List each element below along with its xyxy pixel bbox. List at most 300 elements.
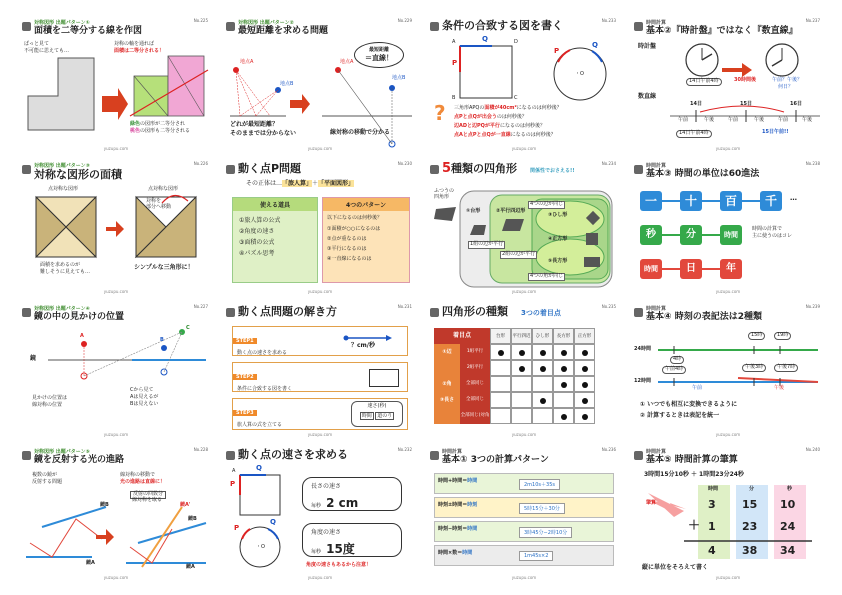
pattern-rhs: 時間 <box>462 550 473 556</box>
note-pink-rest: の図形も二等分される <box>140 128 191 134</box>
center-o: ・O <box>575 71 584 77</box>
slide-number: No.239 <box>805 304 820 309</box>
pattern-4: ④一直線になるのは <box>327 256 372 262</box>
elapsed-30h: 30時間後 <box>734 77 756 83</box>
slide-card-232[interactable] <box>226 447 414 581</box>
speed-figure <box>226 447 414 581</box>
note-a1: 複数の鏡が <box>32 472 58 478</box>
line-12h: 12時間 <box>634 378 651 384</box>
table-cell <box>574 376 595 392</box>
cat-square: ④正方形 <box>548 236 568 242</box>
slide-title: 基本⑤ 時間計算の筆算 <box>646 455 738 465</box>
line-24h: 24時間 <box>634 346 651 352</box>
pattern-lhs: 時間×数＝ <box>438 550 463 556</box>
table-row-label: 全部同じ <box>460 392 490 408</box>
check-dot-icon <box>540 350 546 356</box>
note-2: 主に使うのはコレ <box>752 233 793 239</box>
center-o: ・O <box>256 544 265 550</box>
table-cell <box>511 408 532 424</box>
step2-text: 条件に合致する図を書く <box>237 386 293 392</box>
note-green: 緑色 <box>130 121 141 127</box>
note-1: 時間の計算で <box>752 226 783 232</box>
formula-right: 道のり <box>377 413 393 419</box>
pattern-row <box>434 473 614 494</box>
table-header-cell: 着目点 <box>434 328 490 344</box>
table-row-label: 2組平行 <box>460 360 490 376</box>
slide-title: 四角形の種類 <box>442 305 508 318</box>
slide-subtitle: 時間計算 <box>646 449 667 455</box>
table-cell <box>532 376 553 392</box>
pattern-row <box>434 545 614 566</box>
mirror-figure <box>22 304 210 438</box>
calc-patterns <box>434 473 614 569</box>
check-dot-icon <box>561 414 567 420</box>
slide-number: No.229 <box>397 18 412 23</box>
slide-title: 基本③ 時間の単位は60進法 <box>646 169 760 179</box>
angle-value: 15度 <box>326 542 355 556</box>
cond-4sides: 4つの辺が同じ <box>530 201 564 207</box>
keyword-2: 「平面図形」 <box>318 180 355 187</box>
check-dot-icon <box>582 350 588 356</box>
pattern-rhs: 時間 <box>467 526 478 532</box>
unit-hundred: 百 <box>720 191 742 211</box>
label-19: 19時 <box>774 332 791 340</box>
cond-1a: 三角形APQの <box>454 105 485 111</box>
table-group-cell: ②角 <box>434 376 460 392</box>
table-cell <box>574 360 595 376</box>
slide-title: 面積を二等分する線を作図 <box>34 26 143 36</box>
step2-label: STEP2 <box>233 374 257 380</box>
label-am: 午前 <box>692 385 703 391</box>
footer-credit: yuzupu.com <box>715 432 741 437</box>
note-1: 見かけの位置は <box>32 395 68 401</box>
table-cell <box>490 376 511 392</box>
note-2: 線対称の位置 <box>32 402 63 408</box>
vertex-a: A <box>232 468 236 474</box>
question-1: どれが最短距離？ <box>230 121 279 128</box>
slide-subtitle: 対称図形 出題パターン① <box>34 20 90 26</box>
mirror-a: 鏡A <box>86 560 95 566</box>
slide-icon <box>430 451 439 460</box>
rule-1: ① いつでも相互に変換できるように <box>640 401 738 408</box>
note-c2: 線対称を取る <box>132 497 163 503</box>
question-day: 何日？ <box>778 84 794 90</box>
numberline-label: 数直線 <box>638 93 657 100</box>
footer-credit: yuzupu.com <box>511 575 537 580</box>
move-note-2: 部分へ移動 <box>146 204 172 210</box>
tools-title: 使える道具 <box>233 198 317 211</box>
pattern-2: ②点が重なるのは <box>327 236 367 242</box>
right-caption-2: 面積は二等分される！ <box>114 48 165 54</box>
check-dot-icon <box>540 366 546 372</box>
pattern-example: 5時15分＋30分 <box>519 503 565 514</box>
cond-1pair: 1組の辺が平行 <box>470 241 504 247</box>
unit-minute: 分 <box>680 225 702 245</box>
table-group-cell <box>434 408 460 424</box>
point-c: C <box>186 325 190 331</box>
slide-title: 動く点の速さを求める <box>238 448 348 461</box>
length-speed-bubble <box>302 477 402 511</box>
check-dot-icon <box>582 366 588 372</box>
point-q-circle: Q <box>592 41 598 49</box>
left-caption-2: 不可能に思えても… <box>24 48 70 54</box>
r1-second: 10 <box>780 498 796 511</box>
table-col-header: 長方形 <box>553 328 574 344</box>
label-pm3: 午後3時 <box>742 364 766 372</box>
pm-2: 午後 <box>754 117 765 123</box>
unit-arrows <box>634 161 822 295</box>
point-p: P <box>452 59 458 67</box>
footer-credit: yuzupu.com <box>715 146 741 151</box>
slide-number: No.225 <box>193 18 208 23</box>
slide-card-225[interactable] <box>22 18 210 152</box>
clock-label: 時計盤 <box>638 43 657 50</box>
angle-speed-label: 角度の速さ <box>311 529 342 536</box>
unit-hour-2: 時間 <box>640 259 662 279</box>
col-second: 秒 <box>787 486 793 492</box>
table-cell <box>574 344 595 360</box>
pattern-row <box>434 497 614 518</box>
table-col-header: 台形 <box>490 328 511 344</box>
check-dot-icon <box>582 414 588 420</box>
point-a: A <box>80 333 84 339</box>
label-am4: 午前4時 <box>662 366 686 374</box>
label-4: 4時 <box>670 356 684 364</box>
footer-credit: yuzupu.com <box>103 432 129 437</box>
point-b: B <box>160 337 164 343</box>
table-cell <box>574 408 595 424</box>
slide-number: No.231 <box>397 304 412 309</box>
cond-2a: 点Pと点Qが出会う <box>454 114 497 120</box>
unit-thousand: 千 <box>760 191 782 211</box>
slide-subtitle: 3つの着目点 <box>521 309 561 317</box>
tool-4: ④パズル思考 <box>239 250 275 257</box>
table-row-label: 全部同じ(対角線) <box>460 408 490 424</box>
note-a2: 反射する問題 <box>32 479 63 485</box>
pattern-lhs: 時刻±時間＝ <box>438 502 468 508</box>
note-5: Bは見えない <box>130 401 159 407</box>
table-cell <box>553 344 574 360</box>
table-cell <box>490 360 511 376</box>
note-green-rest: の図形が二等分され <box>140 121 186 127</box>
patterns-panel <box>322 197 410 283</box>
pattern-example: 1m45s×2 <box>519 551 553 561</box>
tool-1: ①旅人算の公式 <box>239 217 281 224</box>
answer-note: 線対称の移動で分かる <box>330 129 391 136</box>
slide-card-235[interactable] <box>430 304 618 438</box>
col-minute: 分 <box>749 486 755 492</box>
point-b-label: 地点B <box>280 81 294 87</box>
relation-note: 関係性でおさえる!! <box>530 168 575 174</box>
table-cell <box>532 344 553 360</box>
patterns-heading: 以下になるのは何秒後？ <box>327 215 383 221</box>
table-col-header: 平行四辺 <box>511 328 532 344</box>
point-p-circle: P <box>554 47 560 55</box>
keyword-plus: ＋ <box>312 180 319 187</box>
table-cell <box>553 408 574 424</box>
slide-card-238[interactable] <box>634 161 822 295</box>
vertex-d: D <box>514 39 518 45</box>
hissan-arrow <box>634 447 822 581</box>
slide-card-240[interactable] <box>634 447 822 581</box>
cond-1c: になるのは何秒後？ <box>516 105 562 111</box>
slide-title: 対称な図形の面積 <box>34 168 122 181</box>
footer-credit: yuzupu.com <box>511 289 537 294</box>
pattern-row <box>434 521 614 542</box>
unit-hour: 時間 <box>720 225 742 245</box>
check-dot-icon <box>540 398 546 404</box>
note-3: Cから見て <box>130 387 154 393</box>
step1-label: STEP1 <box>233 338 257 344</box>
slide-number: No.235 <box>601 304 616 309</box>
slide-number: No.238 <box>805 161 820 166</box>
mirror-a-2: 鏡A <box>186 564 195 570</box>
table-cell <box>532 408 553 424</box>
pattern-lhs: 時刻−時刻＝ <box>438 526 468 532</box>
table-cell <box>511 376 532 392</box>
label-15: 15時 <box>748 332 765 340</box>
vertex-a: A <box>452 39 456 45</box>
point-p: P <box>230 480 236 488</box>
note-b1: 線対称の移動で <box>120 472 156 478</box>
result-time: 15日午前!! <box>762 129 789 135</box>
table-cell <box>490 344 511 360</box>
note-3: シンプルな三角形に！ <box>134 264 194 271</box>
slide-title: 基本②『時計盤』ではなく『数直線』 <box>646 26 798 36</box>
length-speed-label: 長さの速さ <box>311 483 342 490</box>
check-dot-icon <box>582 398 588 404</box>
step3-text: 旅人算の式を立てる <box>237 422 283 428</box>
slide-number: No.227 <box>193 304 208 309</box>
figure-label-right: 点対称な図形 <box>148 186 179 192</box>
day-16: 16日 <box>790 101 802 107</box>
footer-credit: yuzupu.com <box>103 289 129 294</box>
formula-left: 時間 <box>361 413 372 419</box>
cond-3a: 辺ADと辺PQが平行 <box>454 123 500 129</box>
check-dot-icon <box>561 366 567 372</box>
slide-subtitle: 対称図形 出題パターン⑤ <box>34 449 90 455</box>
left-caption-1: ぱっと見て <box>24 41 50 47</box>
slide-card-236[interactable] <box>430 447 618 581</box>
slide-icon <box>226 165 235 174</box>
slide-card-227[interactable] <box>22 304 210 438</box>
check-dot-icon <box>498 350 504 356</box>
label-pm7: 午後7時 <box>774 364 798 372</box>
pattern-example: 2m10s＋35s <box>519 479 560 490</box>
title-number: 5 <box>442 161 452 176</box>
table-group-cell <box>434 360 460 376</box>
point-q-circle: Q <box>270 518 276 526</box>
point-a-label-2: 地点A <box>340 59 354 65</box>
mirror-a-prime: 鏡A' <box>180 502 191 508</box>
cond-3b: になるのは何秒後？ <box>499 123 545 129</box>
footer-credit: yuzupu.com <box>511 146 537 151</box>
cat-parallelogram: ②平行四辺形 <box>496 208 526 214</box>
angle-speed-bubble <box>302 523 402 557</box>
slide-subtitle: 時間計算 <box>646 20 667 26</box>
keyword-1: 「旅人算」 <box>282 180 313 187</box>
note-2: 難しそうに見えても… <box>40 269 91 275</box>
point-b-label-2: 地点B <box>392 75 406 81</box>
am-2: 午前 <box>728 117 739 123</box>
r2-hour: 1 <box>708 520 716 533</box>
footer-credit: yuzupu.com <box>307 146 333 151</box>
angle-every: 毎秒 <box>311 549 322 555</box>
bottom-note: 縦に単位をそろえて書く <box>642 564 709 571</box>
bubble-line-2: ＝直線！ <box>365 54 393 62</box>
speed-unit: ？cm/秒 <box>351 342 376 349</box>
tool-3: ③面積の公式 <box>239 239 275 246</box>
vertex-b: B <box>452 95 456 101</box>
question-mark-icon: ? <box>434 101 446 125</box>
pattern-3: ③平行になるのは <box>327 246 367 252</box>
table-cell <box>532 392 553 408</box>
table-cell <box>511 360 532 376</box>
day-15: 15日 <box>740 101 752 107</box>
cond-1b: 面積が40cm² <box>484 105 517 111</box>
hissan-label: 筆算 <box>646 500 657 506</box>
slide-icon <box>430 308 439 317</box>
slide-subtitle: 時間計算 <box>646 163 667 169</box>
move-note-1: 対称を <box>146 198 162 204</box>
cond-2pair: 2組の辺が平行 <box>502 251 536 257</box>
table-cell <box>574 392 595 408</box>
slide-card-229[interactable] <box>226 18 414 152</box>
slide-subtitle: 対称図形 出題パターン④ <box>34 306 90 312</box>
light-path-figure <box>22 447 210 581</box>
point-q: Q <box>482 35 488 43</box>
cat-rhombus: ③ひし形 <box>548 212 568 218</box>
check-dot-icon <box>519 350 525 356</box>
slide-card-239[interactable] <box>634 304 822 438</box>
table-row-label: 全部同じ <box>460 376 490 392</box>
table-cell <box>532 360 553 376</box>
question-2: そのままでは分からない <box>230 130 297 137</box>
mirror-b-2: 鏡B <box>188 516 197 522</box>
table-cell <box>511 392 532 408</box>
slide-number: No.240 <box>805 447 820 452</box>
slide-card-237[interactable] <box>634 18 822 152</box>
cat-trapezoid: ①台形 <box>466 208 481 214</box>
vertex-c: C <box>514 95 518 101</box>
footer-credit: yuzupu.com <box>715 289 741 294</box>
check-dot-icon <box>561 350 567 356</box>
footer-credit: yuzupu.com <box>103 575 129 580</box>
r1-minute: 15 <box>742 498 758 511</box>
table-cell <box>490 392 511 408</box>
slide-card-230[interactable] <box>226 161 414 295</box>
cat-rectangle: ⑤長方形 <box>548 258 568 264</box>
table-col-header: ひし形 <box>532 328 553 344</box>
equation: 3時間15分10秒 ＋ 1時間23分24秒 <box>644 471 744 478</box>
tool-2: ②角度の速さ <box>239 228 275 235</box>
col-hour: 時間 <box>708 486 719 492</box>
slide-title: 最短距離を求める問題 <box>238 26 329 36</box>
pattern-lhs: 時間+時間＝ <box>438 478 468 484</box>
patterns-title: 4つのパターン <box>323 198 409 211</box>
slide-number: No.234 <box>601 161 616 166</box>
table-row-label: 1組平行 <box>460 344 490 360</box>
pattern-rhs: 時刻 <box>467 502 478 508</box>
slide-title: 基本④ 時刻の表記法は2種類 <box>646 312 763 322</box>
footer-credit: yuzupu.com <box>715 575 741 580</box>
r2-minute: 23 <box>742 520 758 533</box>
pattern-1: ①面積が○○になるのは <box>327 226 381 232</box>
slide-subtitle: 対称図形 出題パターン③ <box>34 163 90 169</box>
unit-year: 年 <box>720 259 742 279</box>
slide-card-231[interactable] <box>226 304 414 438</box>
am-1: 午前 <box>678 117 689 123</box>
slide-number: No.233 <box>601 18 616 23</box>
slide-card-226[interactable] <box>22 161 210 295</box>
length-value: 2 cm <box>326 496 359 510</box>
quadrilateral-venn <box>430 161 618 295</box>
r2-second: 24 <box>780 520 796 533</box>
slide-card-234[interactable] <box>430 161 618 295</box>
slide-number: No.230 <box>397 161 412 166</box>
caution-note: 角度の速さもあるから注意！ <box>306 562 372 568</box>
footer-credit: yuzupu.com <box>307 289 333 294</box>
slide-title: 鏡を反射する光の進路 <box>34 455 125 465</box>
figure-label-left: 点対称な図形 <box>48 186 79 192</box>
r3-hour: 4 <box>708 544 716 557</box>
note-pink: 桃色 <box>130 128 141 134</box>
point-q: Q <box>256 464 262 472</box>
step1-text: 動く点の速さを求める <box>237 350 288 356</box>
check-dot-icon <box>519 366 525 372</box>
table-cell <box>490 408 511 424</box>
check-dot-icon <box>582 382 588 388</box>
day-14: 14日 <box>690 101 702 107</box>
pattern-example: 3時45分−2時10分 <box>519 527 572 538</box>
check-dot-icon <box>561 382 567 388</box>
speech-bubble <box>354 42 404 68</box>
footer-credit: yuzupu.com <box>103 146 129 151</box>
note-4: Aは見えるが <box>130 394 159 400</box>
table-cell <box>553 360 574 376</box>
table-cell <box>511 344 532 360</box>
r3-second: 34 <box>780 544 796 557</box>
label-pm: 午後 <box>774 385 785 391</box>
unit-second: 秒 <box>640 225 662 245</box>
table-cell <box>553 392 574 408</box>
footer-credit: yuzupu.com <box>307 575 333 580</box>
slide-card-233[interactable] <box>430 18 618 152</box>
mirror-b: 鏡B <box>100 502 109 508</box>
r1-hour: 3 <box>708 498 716 511</box>
formula-top: 速さ(秒) <box>367 403 387 409</box>
am-3: 午前 <box>778 117 789 123</box>
r3-minute: 38 <box>742 544 758 557</box>
question-ampm: 午前？午後？ <box>772 77 803 83</box>
start-time: 14日午前4時 <box>686 78 722 86</box>
point-a-label: 地点A <box>240 59 254 65</box>
slide-card-228[interactable] <box>22 447 210 581</box>
general-quad: ふつうの四角形 <box>434 188 455 200</box>
speed-arrow <box>226 304 414 438</box>
slide-title: 動く点P問題 <box>238 162 302 175</box>
slide-title: 動く点問題の解き方 <box>238 305 337 318</box>
slide-number: No.226 <box>193 161 208 166</box>
mirror-label: 鏡 <box>30 355 37 362</box>
slide-number: No.236 <box>601 447 616 452</box>
table-group-cell: ③長さ <box>434 392 460 408</box>
note-c1: 反射の回数分 <box>130 491 166 499</box>
pattern-rhs: 時間 <box>467 478 478 484</box>
slide-number: No.228 <box>193 447 208 452</box>
right-caption-1: 対称の軸を通れば <box>114 41 155 47</box>
slide-number: No.237 <box>805 18 820 23</box>
